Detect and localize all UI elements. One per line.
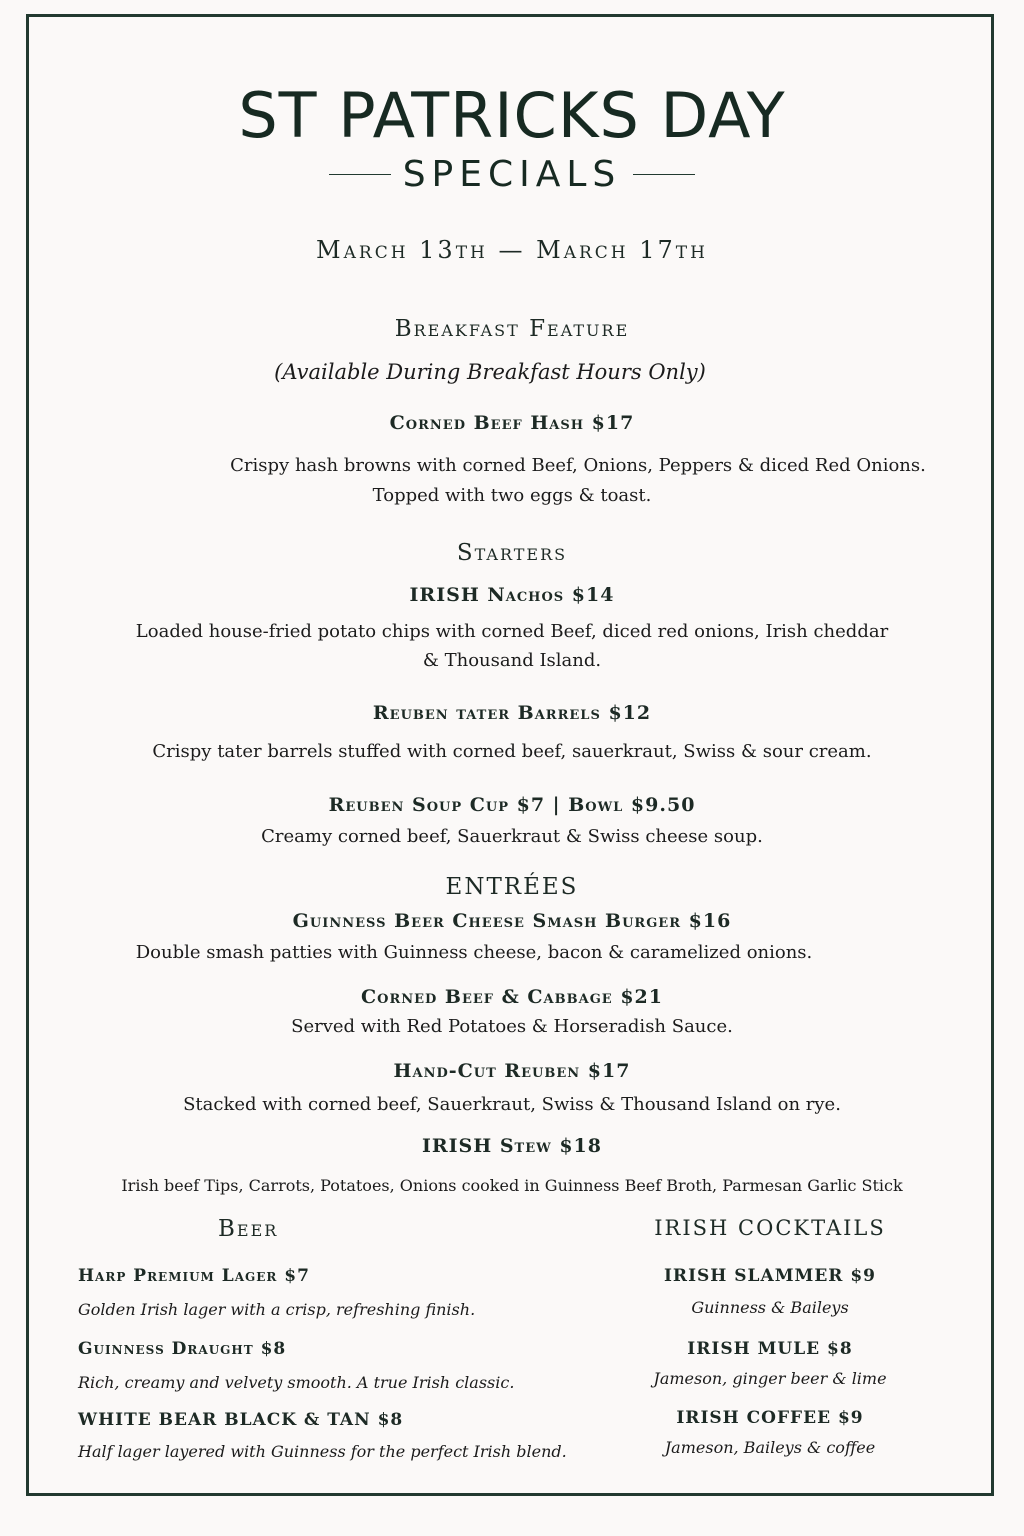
starter-item-desc: Loaded house-fried potato chips with corned Beef, diced red onions, Irish cheddar bbox=[135, 621, 889, 642]
starter-item-name: IRISH Nachos $14 bbox=[409, 584, 615, 606]
cocktail-item-name: IRISH SLAMMER $9 bbox=[663, 1266, 876, 1286]
entree-item-name: IRISH Stew $18 bbox=[421, 1135, 603, 1157]
cocktail-item-desc: Guinness & Baileys bbox=[691, 1298, 849, 1317]
entrees-heading: ENTRÉES bbox=[445, 874, 579, 900]
subtitle-row bbox=[0, 152, 1024, 196]
beer-item-desc: Golden Irish lager with a crisp, refreshing finish. bbox=[78, 1300, 476, 1319]
starter-item-name: Reuben Soup Cup $7 | Bowl $9.50 bbox=[328, 794, 696, 816]
cocktail-item-desc: Jameson, Baileys & coffee bbox=[664, 1438, 876, 1457]
entree-item-desc: Double smash patties with Guinness cheese, bacon & caramelized onions. bbox=[135, 942, 813, 963]
subtitle-right-rule bbox=[633, 174, 695, 175]
cocktails-heading: IRISH COCKTAILS bbox=[654, 1216, 886, 1240]
starter-item-desc: Crispy tater barrels stuffed with corned beef, sauerkraut, Swiss & sour cream. bbox=[152, 741, 872, 762]
beer-item-desc: Half lager layered with Guinness for the perfect Irish blend. bbox=[78, 1442, 567, 1461]
breakfast-item-desc-2: Topped with two eggs & toast. bbox=[372, 485, 652, 506]
entree-item-name: Corned Beef & Cabbage $21 bbox=[361, 986, 663, 1008]
breakfast-item-desc: Crispy hash browns with corned Beef, Onions, Peppers & diced Red Onions. bbox=[230, 455, 926, 476]
breakfast-heading: Breakfast Feature bbox=[394, 316, 630, 342]
beer-item-desc: Rich, creamy and velvety smooth. A true Irish classic. bbox=[78, 1373, 515, 1392]
starter-item-desc: Creamy corned beef, Sauerkraut & Swiss cheese soup. bbox=[261, 826, 763, 847]
beer-item-name: Guinness Draught $8 bbox=[78, 1339, 287, 1359]
date-range: March 13th — March 17th bbox=[316, 236, 708, 264]
entree-item-desc: Served with Red Potatoes & Horseradish Sauce. bbox=[291, 1016, 733, 1037]
page-subtitle: SPECIALS bbox=[402, 153, 622, 195]
entree-item-desc: Irish beef Tips, Carrots, Potatoes, Onions cooked in Guinness Beef Broth, Parmesan Garlic Stick bbox=[121, 1176, 903, 1195]
entree-item-desc: Stacked with corned beef, Sauerkraut, Swiss & Thousand Island on rye. bbox=[183, 1094, 841, 1115]
cocktail-item-desc: Jameson, ginger beer & lime bbox=[653, 1369, 887, 1388]
starter-item-name: Reuben tater Barrels $12 bbox=[372, 702, 652, 724]
entree-item-name: Hand-Cut Reuben $17 bbox=[393, 1060, 631, 1082]
subtitle-left-rule bbox=[329, 174, 391, 175]
starter-item-desc-2: & Thousand Island. bbox=[422, 650, 602, 671]
entree-item-name: Guinness Beer Cheese Smash Burger $16 bbox=[292, 910, 732, 932]
beer-item-name: WHITE BEAR BLACK & TAN $8 bbox=[78, 1410, 404, 1430]
starters-heading: Starters bbox=[456, 540, 568, 566]
cocktail-item-name: IRISH MULE $8 bbox=[687, 1339, 853, 1359]
breakfast-item-name: Corned Beef Hash $17 bbox=[389, 412, 635, 434]
beer-item-name: Harp Premium Lager $7 bbox=[78, 1266, 310, 1286]
breakfast-note: (Available During Breakfast Hours Only) bbox=[274, 360, 706, 384]
cocktail-item-name: IRISH COFFEE $9 bbox=[676, 1408, 864, 1428]
beer-heading: Beer bbox=[218, 1216, 279, 1242]
page-title: ST PATRICKS DAY bbox=[238, 79, 786, 152]
